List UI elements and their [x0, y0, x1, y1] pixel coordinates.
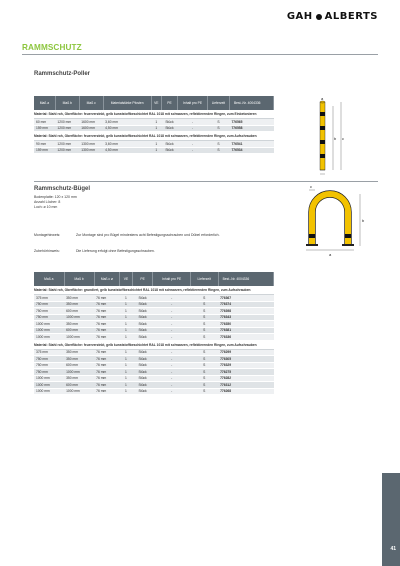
table-cell: Stück — [132, 349, 153, 356]
table-cell: 750 mm — [34, 301, 64, 308]
table-cell: 750 mm — [34, 356, 64, 363]
column-header: Best.-Nr. 4004336 — [229, 96, 273, 110]
table-cell: S — [190, 301, 218, 308]
buegel-title: Rammschutz-Bügel — [34, 186, 91, 192]
column-header: VE — [120, 272, 133, 286]
table-cell: 1200 mm — [55, 141, 79, 148]
table-cell: 776565 — [229, 119, 273, 126]
column-header: PE — [161, 96, 177, 110]
table-cell: 1 — [120, 321, 133, 328]
table-cell: Stück — [132, 388, 153, 395]
table-cell: 3,60 mm — [103, 141, 151, 148]
table-cell: 350 mm — [64, 321, 94, 328]
buegel-label-c: c — [310, 184, 312, 189]
table-cell: Stück — [132, 295, 153, 302]
table-cell: 76 mm — [94, 349, 120, 356]
table-cell: S — [190, 349, 218, 356]
table-cell: S — [190, 356, 218, 363]
table-cell: 76 mm — [94, 356, 120, 363]
table-cell: 350 mm — [64, 349, 94, 356]
table-cell: Stück — [132, 301, 153, 308]
material-row — [34, 110, 274, 119]
buegel-diagram — [300, 184, 378, 258]
note-label-mount: Montagehinweis: — [34, 233, 61, 237]
poller-label-c: c — [342, 136, 344, 141]
table-cell: 776329 — [218, 362, 273, 369]
poller-diagram — [300, 96, 370, 182]
buegel-label-a: a — [329, 252, 332, 257]
table-cell: 1200 mm — [55, 125, 79, 132]
table-cell: S — [190, 321, 218, 328]
column-header: Maß b — [64, 272, 94, 286]
table-cell: 1200 mm — [55, 119, 79, 126]
table-cell: 1600 mm — [79, 125, 103, 132]
table-cell: - — [178, 141, 208, 148]
material-row — [34, 340, 274, 349]
brand-right: ALBERTS — [324, 11, 378, 22]
table-cell: 76 mm — [94, 295, 120, 302]
table-cell: 1 — [120, 369, 133, 376]
subsection-divider — [34, 181, 378, 182]
table-cell: 776282 — [218, 375, 273, 382]
poller-post — [320, 101, 325, 170]
table-cell: Stück — [132, 369, 153, 376]
table-cell: 1 — [120, 356, 133, 363]
table-cell: Stück — [132, 308, 153, 315]
table-cell: 76 mm — [94, 382, 120, 389]
table-cell: 1 — [120, 375, 133, 382]
table-cell: 776299 — [218, 349, 273, 356]
table-cell: 776398 — [218, 308, 273, 315]
table-cell: 76 mm — [94, 334, 120, 341]
column-header: Maß c ø — [94, 272, 120, 286]
table-cell: 159 mm — [34, 125, 55, 132]
note-text-accessory: Die Lieferung erfolgt ohne Befestigungsschrauben. — [76, 249, 155, 253]
table-cell: 1000 mm — [34, 375, 64, 382]
table-cell: 1 — [120, 334, 133, 341]
table-cell: Stück — [132, 327, 153, 334]
table-cell: S — [207, 141, 229, 148]
table-cell: 4,50 mm — [103, 125, 151, 132]
table-cell: 1 — [120, 388, 133, 395]
table-cell: - — [153, 375, 190, 382]
table-cell: 1200 mm — [55, 147, 79, 154]
table-row — [34, 388, 274, 395]
table-cell: - — [153, 382, 190, 389]
note-label-accessory: Zubehörhinweis: — [34, 249, 60, 253]
table-cell: Stück — [161, 119, 177, 126]
note-text-mount: Zur Montage sind pro Bügel mindestens acht Befestigungsschrauben und Dübel erforderlich. — [76, 233, 220, 237]
page-number: 41 — [390, 546, 396, 552]
table-cell: S — [190, 362, 218, 369]
table-cell: Stück — [161, 147, 177, 154]
table-cell: 1000 mm — [34, 321, 64, 328]
table-cell: 1000 mm — [34, 334, 64, 341]
table-cell: 375 mm — [34, 349, 64, 356]
table-cell: 1 — [120, 295, 133, 302]
material-text: Material: Stahl roh, Oberfläche: feuerverzinkt, gelb kunststoffbeschichtet RAL 1018 mit schwarzen, reflektierenden Ringen, zum Aufschrauben — [34, 340, 274, 349]
table-cell: 776350 — [218, 321, 273, 328]
table-cell: S — [207, 147, 229, 154]
section-title: RAMMSCHUTZ — [22, 43, 82, 52]
table-cell: 350 mm — [64, 301, 94, 308]
table-cell: 776268 — [218, 388, 273, 395]
table-cell: 1 — [120, 314, 133, 321]
page-tab — [382, 473, 400, 566]
table-cell: 776367 — [218, 295, 273, 302]
table-cell: Stück — [132, 382, 153, 389]
table-cell: - — [153, 369, 190, 376]
column-header: Lieferzeit — [207, 96, 229, 110]
table-cell: 76 mm — [94, 314, 120, 321]
table-cell: 1000 mm — [34, 327, 64, 334]
table-cell: - — [153, 301, 190, 308]
material-row — [34, 286, 274, 295]
table-cell: 776275 — [218, 369, 273, 376]
table-cell: 1000 mm — [64, 314, 94, 321]
material-text: Material: Stahl roh, Oberfläche: feuerverzinkt, gelb kunststoffbeschichtet RAL 1018 mit schwarzen, reflektierenden Ringen, zum Einbetonieren — [34, 110, 274, 119]
poller-title: Rammschutz-Poller — [34, 71, 91, 77]
table-cell: - — [153, 356, 190, 363]
material-row — [34, 132, 274, 141]
table-cell: 76 mm — [94, 369, 120, 376]
table-cell: S — [190, 375, 218, 382]
column-header: Inhalt pro PE — [178, 96, 208, 110]
table-cell: 1000 mm — [34, 382, 64, 389]
table-cell: 1000 mm — [64, 334, 94, 341]
table-cell: 776343 — [218, 314, 273, 321]
table-cell: 1300 mm — [79, 141, 103, 148]
column-header: PE — [132, 272, 153, 286]
column-header: Inhalt pro PE — [153, 272, 190, 286]
poller-label-b: b — [334, 136, 337, 141]
table-cell: 76 mm — [94, 327, 120, 334]
table-cell: 350 mm — [64, 295, 94, 302]
table-cell: 1 — [120, 382, 133, 389]
table-cell: 1 — [151, 141, 161, 148]
table-cell: 600 mm — [64, 362, 94, 369]
table-cell: - — [178, 125, 208, 132]
table-cell: S — [190, 314, 218, 321]
table-cell: - — [153, 327, 190, 334]
table-cell: 1 — [151, 125, 161, 132]
table-cell: 4,50 mm — [103, 147, 151, 154]
table-cell: - — [178, 119, 208, 126]
table-cell: - — [153, 308, 190, 315]
table-cell: Stück — [132, 334, 153, 341]
table-cell: 776381 — [218, 327, 273, 334]
buegel-table — [34, 272, 274, 395]
table-cell: S — [190, 308, 218, 315]
table-cell: 76 mm — [94, 321, 120, 328]
table-cell: Stück — [132, 321, 153, 328]
table-cell: 1 — [120, 301, 133, 308]
table-cell: 750 mm — [34, 369, 64, 376]
table-cell: 1600 mm — [79, 119, 103, 126]
info-plate: Bodenplatte: 120 x 120 mm — [34, 195, 77, 199]
table-cell: 1000 mm — [34, 388, 64, 395]
table-cell: 1 — [151, 119, 161, 126]
table-cell: 776534 — [229, 147, 273, 154]
table-cell: 76 mm — [94, 301, 120, 308]
brand-logo — [287, 11, 378, 22]
table-cell: - — [153, 349, 190, 356]
table-row — [34, 147, 274, 154]
info-hole-size: Loch: ø 10 mm — [34, 205, 58, 209]
table-cell: 776336 — [218, 334, 273, 341]
table-cell: 776312 — [218, 382, 273, 389]
table-cell: 76 mm — [94, 375, 120, 382]
table-cell: - — [178, 147, 208, 154]
table-cell: Stück — [132, 314, 153, 321]
info-holes: Anzahl Löcher: 8 — [34, 200, 61, 204]
table-cell: 60 mm — [34, 119, 55, 126]
table-cell: S — [190, 295, 218, 302]
table-cell: - — [153, 388, 190, 395]
buegel-label-b: b — [362, 218, 365, 223]
section-divider — [22, 54, 378, 55]
table-cell: 1000 mm — [64, 388, 94, 395]
table-cell: Stück — [161, 125, 177, 132]
table-cell: 1 — [120, 362, 133, 369]
material-text: Material: Stahl roh, Oberfläche: feuerverzinkt, gelb kunststoffbeschichtet RAL 1018 mit schwarzen, reflektierenden Ringen, zum Aufschrauben — [34, 132, 274, 141]
table-cell: 76 mm — [94, 388, 120, 395]
table-cell: S — [207, 119, 229, 126]
table-cell: 350 mm — [64, 356, 94, 363]
table-cell: Stück — [132, 375, 153, 382]
table-cell: 776558 — [229, 125, 273, 132]
column-header: Maß b — [55, 96, 79, 110]
table-cell: 1 — [120, 308, 133, 315]
table-cell: 776541 — [229, 141, 273, 148]
material-text: Material: Stahl roh, Oberfläche: grundiert, gelb kunststoffbeschichtet RAL 1018 mit schwarzen, reflektierenden Ringen, zum Aufschrauben — [34, 286, 274, 295]
table-cell: 76 mm — [94, 308, 120, 315]
column-header: Materialstärke Pfosten — [103, 96, 151, 110]
table-cell: 76 mm — [94, 362, 120, 369]
table-cell: Stück — [132, 362, 153, 369]
table-cell: 350 mm — [64, 375, 94, 382]
table-cell: 1300 mm — [79, 147, 103, 154]
table-cell: S — [190, 334, 218, 341]
poller-label-a: a — [321, 96, 324, 101]
table-cell: 1 — [120, 327, 133, 334]
table-cell: S — [190, 382, 218, 389]
table-cell: 375 mm — [34, 295, 64, 302]
table-cell: 600 mm — [64, 327, 94, 334]
table-cell: - — [153, 295, 190, 302]
column-header: VE — [151, 96, 161, 110]
table-cell: 1 — [120, 349, 133, 356]
column-header: Best.-Nr. 4004336 — [218, 272, 273, 286]
table-cell: 90 mm — [34, 141, 55, 148]
logo-dot-icon — [316, 14, 322, 20]
brand-left: GAH — [286, 11, 313, 22]
table-cell: 776374 — [218, 301, 273, 308]
table-cell: 776305 — [218, 356, 273, 363]
table-cell: 1000 mm — [64, 369, 94, 376]
buegel-info — [34, 195, 77, 210]
table-cell: S — [190, 369, 218, 376]
table-cell: S — [207, 125, 229, 132]
table-cell: - — [153, 321, 190, 328]
column-header: Lieferzeit — [190, 272, 218, 286]
table-cell: 750 mm — [34, 314, 64, 321]
poller-table — [34, 96, 274, 154]
table-cell: Stück — [161, 141, 177, 148]
table-cell: 1 — [151, 147, 161, 154]
table-cell: S — [190, 388, 218, 395]
column-header: Maß a — [34, 272, 64, 286]
table-cell: 600 mm — [64, 382, 94, 389]
table-cell: 3,60 mm — [103, 119, 151, 126]
table-cell: - — [153, 362, 190, 369]
table-cell: - — [153, 334, 190, 341]
table-cell: Stück — [132, 356, 153, 363]
buegel-bow — [306, 194, 354, 246]
table-cell: S — [190, 327, 218, 334]
column-header: Maß a — [34, 96, 55, 110]
table-cell: 750 mm — [34, 308, 64, 315]
column-header: Maß c — [79, 96, 103, 110]
table-cell: 600 mm — [64, 308, 94, 315]
table-cell: 159 mm — [34, 147, 55, 154]
table-cell: 750 mm — [34, 362, 64, 369]
table-cell: - — [153, 314, 190, 321]
